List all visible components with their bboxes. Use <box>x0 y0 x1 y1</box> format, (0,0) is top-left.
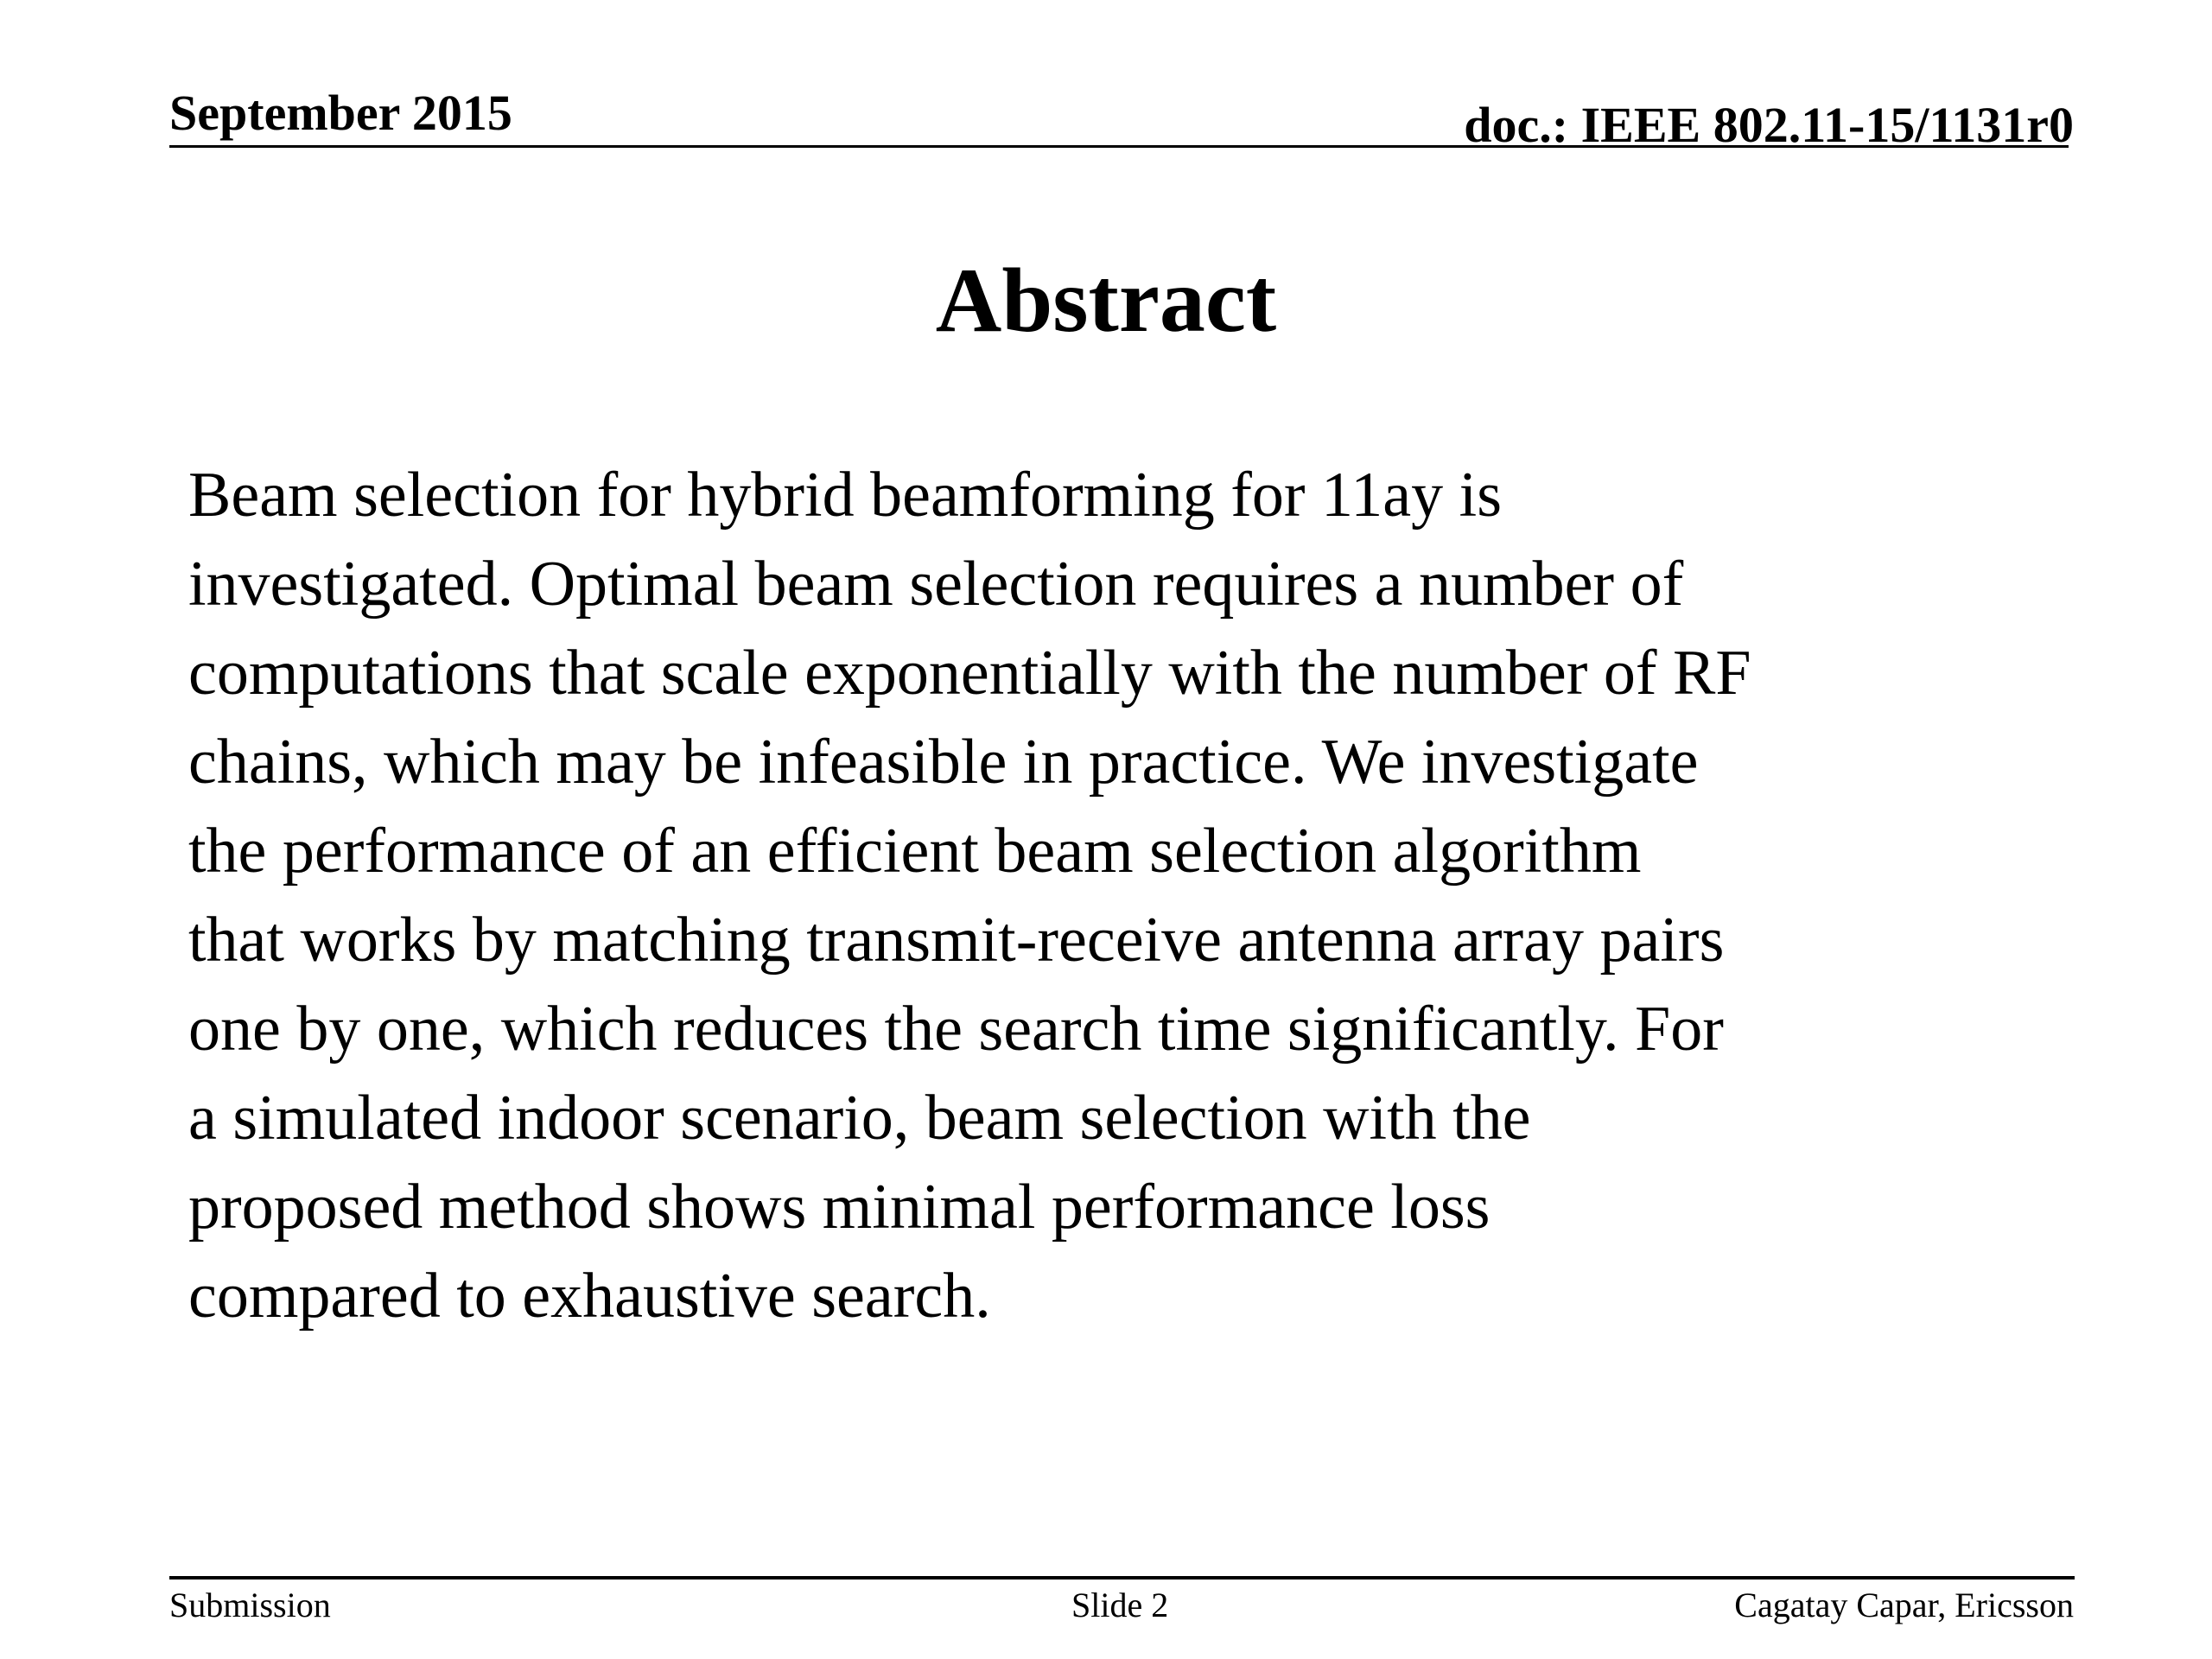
header-doc-id: doc.: IEEE 802.11-15/1131r0 <box>1464 97 2074 153</box>
abstract-line: one by one, which reduces the search time significantly. For <box>188 994 1724 1065</box>
abstract-line: proposed method shows minimal performance loss <box>188 1172 1491 1243</box>
header-date: September 2015 <box>169 85 512 141</box>
abstract-line: Beam selection for hybrid beamforming for 11ay is <box>188 460 1502 531</box>
abstract-line: that works by matching transmit-receive antenna array pairs <box>188 905 1725 976</box>
abstract-line: the performance of an efficient beam selection algorithm <box>188 816 1642 887</box>
slide-title: Abstract <box>935 250 1277 351</box>
abstract-line: compared to exhaustive search. <box>188 1261 991 1332</box>
abstract-line: a simulated indoor scenario, beam selection with the <box>188 1083 1531 1154</box>
footer-author: Cagatay Capar, Ericsson <box>1734 1586 2074 1624</box>
footer-submission: Submission <box>169 1586 331 1624</box>
abstract-line: investigated. Optimal beam selection requires a number of <box>188 549 1684 620</box>
footer-slide-number: Slide 2 <box>1071 1586 1169 1624</box>
abstract-line: computations that scale exponentially with the number of RF <box>188 638 1751 709</box>
abstract-body <box>188 451 2046 1341</box>
footer-divider <box>169 1576 2075 1580</box>
abstract-line: chains, which may be infeasible in practice. We investigate <box>188 727 1699 798</box>
header-divider <box>169 145 2069 148</box>
